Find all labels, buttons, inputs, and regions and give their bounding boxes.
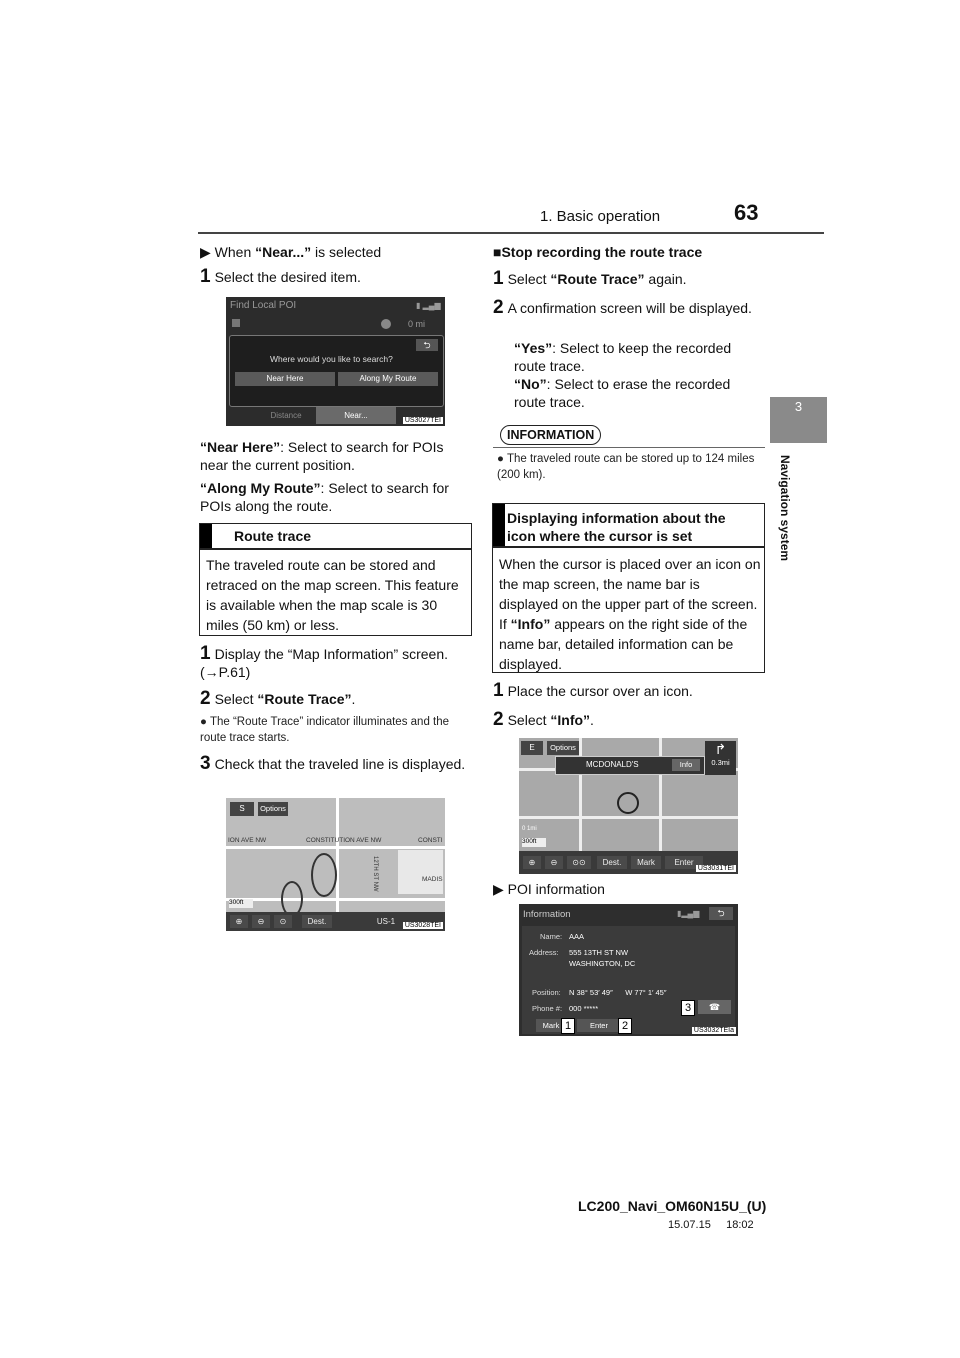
step-1-place-cursor [493, 682, 693, 700]
dest-button[interactable]: Dest. [597, 856, 627, 869]
image-tag: US3028TEI [404, 922, 441, 929]
box-header-marker [493, 504, 505, 546]
bullet-dot-icon: ● [497, 453, 504, 465]
step-suffix: . [351, 691, 356, 707]
yes-description [514, 339, 766, 375]
street-label: MADIS [422, 876, 443, 883]
near-here-button[interactable]: Near Here [235, 372, 335, 386]
no-text: : Select to erase the recorded route trace. [514, 376, 731, 410]
when-label: When [214, 244, 256, 260]
poi-name: MCDONALD'S [586, 760, 639, 769]
info-rule [493, 447, 765, 448]
turn-panel [705, 741, 736, 775]
chapter-number: 3 [794, 399, 803, 414]
enter-button[interactable]: Enter [577, 1019, 621, 1032]
name-value: AAA [569, 932, 585, 941]
signal-icon: ▮ ▂▄▆ [416, 301, 441, 310]
shot-distance: 0 mi [408, 319, 426, 329]
map-block [398, 850, 443, 894]
step-value: “Route Trace” [550, 271, 645, 287]
step-2-select-info [493, 711, 594, 729]
step-text: Select the desired item. [214, 269, 361, 285]
when-suffix: is selected [311, 244, 382, 260]
info-note [497, 451, 765, 483]
name-bar [555, 756, 705, 775]
step-text: Display the “Map Information” screen. (→P.61) [200, 646, 449, 680]
section-title: 1. Basic operation [540, 208, 661, 225]
chapter-label-wrap [776, 455, 792, 580]
box-header-marker [200, 524, 212, 548]
body-text: appears on the right side of the name bar, detailed information can be displayed. [499, 616, 748, 672]
callout-badge-1: 1 [561, 1018, 575, 1034]
options-button[interactable]: Options [547, 741, 579, 755]
chapter-tab [770, 397, 827, 443]
mark-button[interactable]: Mark [536, 1019, 566, 1032]
street-label: CONSTITUTION AVE NW [306, 837, 382, 844]
displaying-info-title: Displaying information about the icon where the cursor is set [507, 510, 726, 544]
compass-button[interactable] [230, 802, 254, 816]
street-label: 12TH ST NW [372, 856, 378, 892]
step-3-check-line [200, 755, 472, 773]
triangle-bullet-icon: ▶ [493, 881, 504, 897]
when-near-line [200, 243, 381, 261]
cursor-icon [617, 792, 639, 814]
step-prefix: Select [507, 271, 551, 287]
step-number: 2 [200, 688, 211, 709]
enter-button[interactable]: Enter [665, 856, 703, 869]
step-number: 1 [493, 680, 504, 701]
step-1-select-item [200, 268, 361, 286]
compass-letter: S [239, 804, 245, 813]
tab-near[interactable]: Near... [316, 407, 396, 424]
tab-distance[interactable]: Distance [270, 411, 302, 420]
near-here-term: “Near Here” [200, 439, 281, 455]
address-line-1: 555 13TH ST NW [569, 948, 629, 957]
displaying-info-body [499, 554, 761, 674]
back-button[interactable]: ⮌ [416, 339, 438, 351]
info-note-text: The traveled route can be stored up to 124 miles (200 km). [497, 453, 755, 481]
mark-button[interactable]: Mark [631, 856, 661, 869]
when-value: “Near...” [255, 244, 312, 260]
along-route-term: “Along My Route” [200, 480, 321, 496]
street-label: CONSTI [418, 837, 443, 844]
list-icon [232, 319, 240, 327]
along-route-description [200, 479, 470, 515]
step-prefix: Select [507, 712, 551, 728]
displaying-info-box [492, 503, 765, 673]
box-divider [493, 546, 764, 548]
header-rule [198, 232, 824, 234]
stop-recording-heading: ■Stop recording the route trace [493, 244, 703, 260]
scale-label: 300ft [229, 899, 253, 908]
turn-right-arrow-icon: ↱ [714, 741, 727, 757]
chapter-label: Navigation system [778, 455, 792, 562]
box-divider [200, 548, 471, 550]
image-tag: US3032TEIa [693, 1027, 734, 1034]
near-here-text: : Select to search for POIs near the current position. [200, 439, 444, 473]
screenshot-poi-information [519, 904, 738, 1036]
address-label: Address: [529, 948, 559, 957]
compass-letter: E [529, 743, 535, 752]
step-text: A confirmation screen will be displayed. [507, 300, 752, 316]
near-here-description [200, 438, 470, 474]
information-label: INFORMATION [500, 425, 601, 445]
step-text: Check that the traveled line is displayed. [214, 756, 466, 772]
back-button[interactable]: ⮌ [709, 907, 733, 920]
step-2-confirmation [493, 299, 765, 317]
address-line-2: WASHINGTON, DC [569, 959, 636, 968]
step-1-map-information [200, 645, 472, 681]
search-dialog [229, 335, 444, 407]
position-value: N 38° 53′ 49″ W 77° 1′ 45″ [569, 988, 667, 997]
step-1-route-trace-again [493, 270, 687, 288]
call-button[interactable]: ☎ [698, 1000, 731, 1014]
body-text: When the cursor is placed over an icon on the map screen, the name bar is displayed on the upper part of the screen. If [499, 556, 761, 632]
step-number: 1 [200, 643, 211, 664]
scale-label: 0 1mi [522, 826, 537, 832]
scroll-button[interactable]: ⊙⊙ [567, 856, 591, 869]
turn-distance: 0.3mi [711, 758, 730, 767]
shot-title: Find Local POI [230, 300, 297, 311]
step-suffix: . [590, 712, 594, 728]
check-icon [381, 319, 391, 329]
along-my-route-button[interactable]: Along My Route [338, 372, 438, 386]
signal-icon: ▮▂▄▆ [677, 909, 700, 918]
step-number: 2 [493, 709, 504, 730]
street-label: ION AVE NW [228, 837, 267, 844]
yes-text: : Select to keep the recorded route trace. [514, 340, 732, 374]
step-number: 1 [493, 268, 504, 289]
zoom-out-button[interactable]: ⊖ [545, 856, 563, 869]
info-button[interactable]: Info [672, 759, 700, 771]
phone-value: 000 ***** [569, 1004, 599, 1013]
step-number: 3 [200, 753, 211, 774]
no-term: “No” [514, 376, 547, 392]
dialog-question: Where would you like to search? [270, 354, 393, 364]
step-number: 2 [493, 297, 504, 318]
dest-button[interactable]: Dest. [302, 915, 332, 928]
step-text: Place the cursor over an icon. [507, 683, 693, 699]
info-title: Information [523, 909, 571, 920]
body-info-term: “Info” [510, 616, 551, 632]
route-name: US-1 [376, 917, 396, 926]
route-trace-body: The traveled route can be stored and retraced on the map screen. This feature is available when the map scale is 30 miles (50 km) or less. [206, 557, 459, 633]
bullet-dot-icon: ● [200, 716, 207, 728]
compass-button[interactable] [521, 741, 543, 755]
bullet-route-trace [200, 714, 472, 746]
step-suffix: again. [644, 271, 687, 287]
image-tag: US3031TEI [697, 865, 734, 872]
zoom-out-button[interactable]: ⊖ [252, 915, 270, 928]
yes-term: “Yes” [514, 340, 553, 356]
zoom-in-button[interactable]: ⊕ [230, 915, 248, 928]
route-trace-title: Route trace [234, 528, 312, 544]
poi-information-label: POI information [507, 881, 605, 897]
image-tag: US3027TEI [404, 417, 441, 424]
scroll-button[interactable]: ⊙ [274, 915, 292, 928]
step-number: 1 [200, 266, 211, 287]
zoom-in-button[interactable]: ⊕ [523, 856, 541, 869]
step-value: “Route Trace” [257, 691, 352, 707]
scale-label: 300ft [522, 838, 546, 847]
page-number: 63 [734, 200, 759, 225]
position-label: Position: [532, 988, 561, 997]
doc-timestamp: 15.07.15 18:02 [668, 1219, 754, 1231]
callout-badge-3: 3 [681, 1000, 695, 1016]
options-button[interactable]: Options [258, 802, 288, 816]
no-description [514, 375, 766, 411]
route-trace-loop [311, 853, 337, 897]
step-prefix: Select [214, 691, 258, 707]
phone-label: Phone #: [532, 1004, 563, 1013]
along-route-text: : Select to search for POIs along the route. [200, 480, 449, 514]
triangle-bullet-icon: ▶ [200, 244, 211, 260]
road-horizontal-2 [519, 816, 738, 819]
screenshot-route-trace-map [226, 798, 445, 931]
bullet-text: The “Route Trace” indicator illuminates and the route trace starts. [200, 716, 450, 744]
step-2-route-trace [200, 690, 355, 708]
name-label: Name: [540, 932, 563, 941]
step-value: “Info” [550, 712, 591, 728]
callout-badge-2: 2 [618, 1018, 632, 1034]
poi-information-line [493, 880, 605, 898]
screenshot-find-local-poi [226, 297, 445, 426]
route-trace-box [199, 523, 472, 636]
screenshot-cursor-map [519, 738, 738, 874]
doc-id: LC200_Navi_OM60N15U_(U) [578, 1198, 767, 1214]
